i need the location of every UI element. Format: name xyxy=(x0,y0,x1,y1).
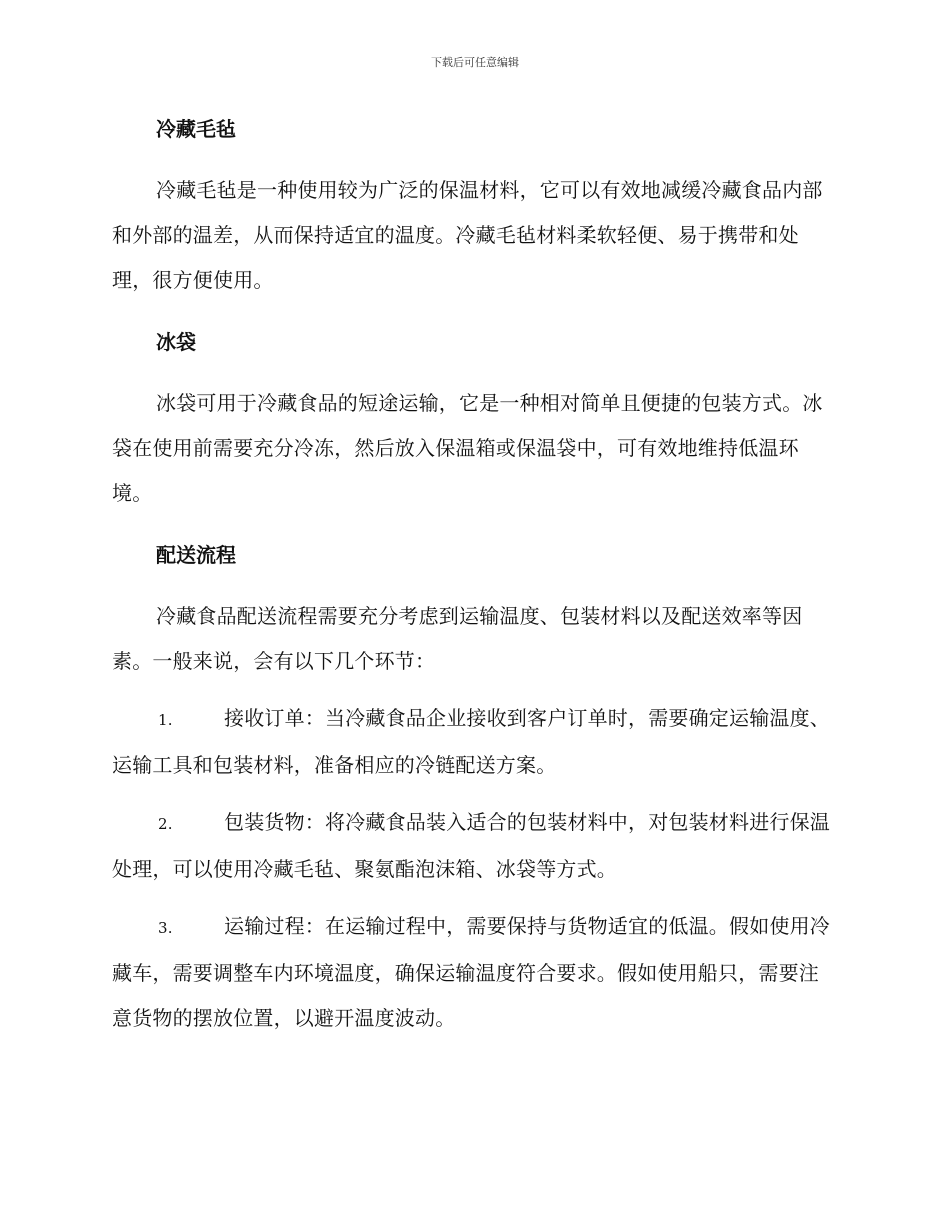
list-item-text: 包装货物：将冷藏食品装入适合的包装材料中，对包装材料进行保温处理，可以使用冷藏毛毡、聚氨酯泡沫箱、冰袋等方式。 xyxy=(112,810,830,881)
section-paragraph-ice-bag: 冰袋可用于冷藏食品的短途运输，它是一种相对简单且便捷的包装方式。冰袋在使用前需要充分冷冻，然后放入保温箱或保温袋中，可有效地维持低温环境。 xyxy=(112,391,823,505)
list-item-number: 2. xyxy=(158,815,173,833)
section-paragraph-delivery: 冷藏食品配送流程需要充分考虑到运输温度、包装材料以及配送效率等因素。一般来说，会有以下几个环节： xyxy=(112,604,803,673)
list-item-text: 运输过程：在运输过程中，需要保持与货物适宜的低温。假如使用冷藏车，需要调整车内环境温度，确保运输温度符合要求。假如使用船只，需要注意货物的摆放位置，以避开温度波动。 xyxy=(112,914,830,1030)
list-item-text: 接收订单：当冷藏食品企业接收到客户订单时，需要确定运输温度、运输工具和包装材料，准备相应的冷链配送方案。 xyxy=(112,706,830,777)
document-body xyxy=(112,112,836,1041)
list-item xyxy=(112,696,836,788)
section-paragraph-felt: 冷藏毛毡是一种使用较为广泛的保温材料，它可以有效地减缓冷藏食品内部和外部的温差，从而保持适宜的温度。冷藏毛毡材料柔软轻便、易于携带和处理，很方便使用。 xyxy=(112,178,823,292)
section-heading-felt: 冷藏毛毡 xyxy=(156,117,236,141)
list-item-number: 1. xyxy=(158,711,173,729)
list-item xyxy=(112,904,836,1041)
section-heading-ice-bag: 冰袋 xyxy=(156,330,196,354)
section-heading-delivery: 配送流程 xyxy=(156,543,236,567)
header-note: 下载后可任意编辑 xyxy=(431,56,519,69)
list-item xyxy=(112,800,836,892)
list-item-number: 3. xyxy=(158,919,173,937)
